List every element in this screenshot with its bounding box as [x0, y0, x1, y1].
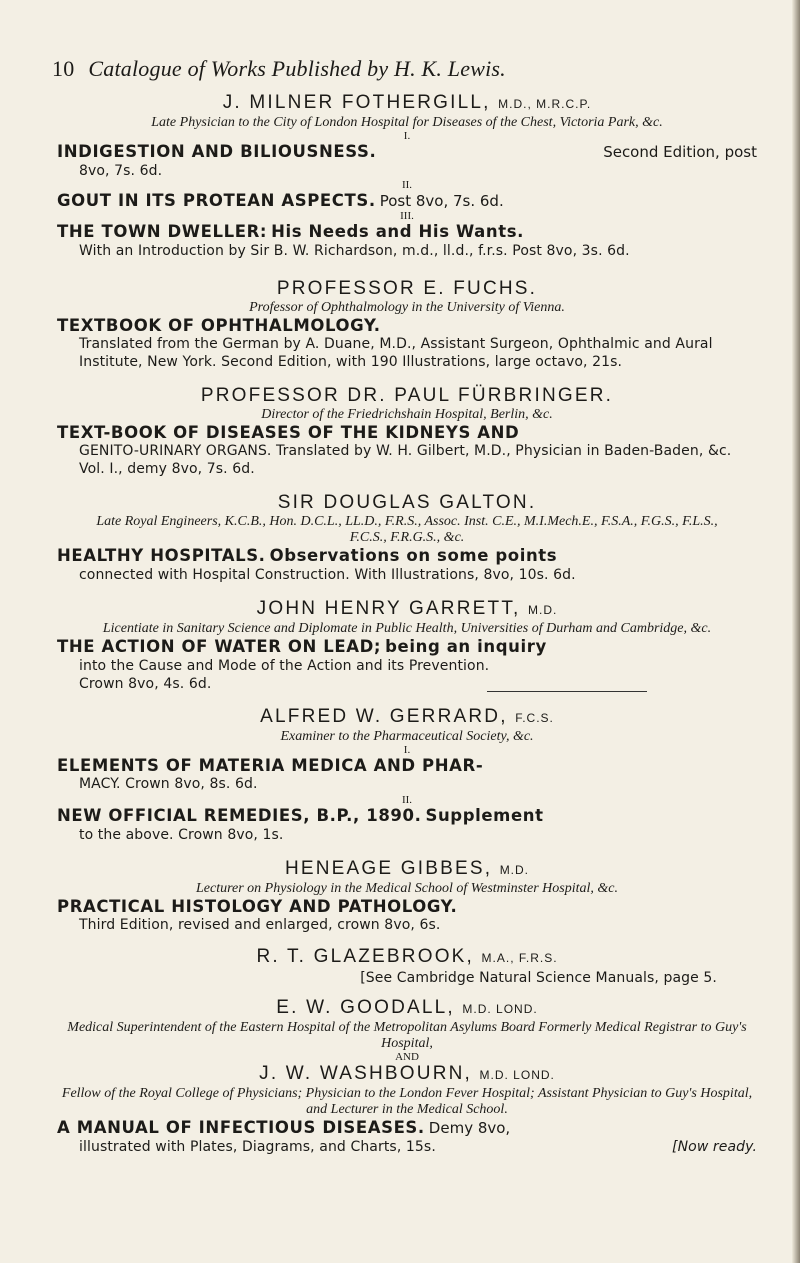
work-heading — [57, 806, 757, 826]
book-title: THE ACTION OF WATER ON LEAD; — [57, 637, 382, 656]
cross-reference: [See Cambridge Natural Science Manuals, page 5. — [360, 970, 717, 986]
book-title: THE TOWN DWELLER: — [57, 222, 268, 241]
author-name: J. MILNER FOTHERGILL, M.D., M.R.C.P. — [222, 92, 592, 113]
catalogue-entry — [57, 858, 757, 934]
book-title: TEXTBOOK OF OPHTHALMOLOGY. — [57, 316, 381, 335]
author-degrees: M.D. — [499, 863, 530, 877]
book-details: GENITO-URINARY ORGANS. Translated by W. H. Gilbert, M.D., Physician in Baden-Baden, &c. Vol. I., demy 8vo, 7s. 6d. — [79, 443, 732, 477]
catalogue-entry — [57, 997, 757, 1156]
page-edge-shadow — [792, 0, 800, 1263]
catalogue-entry — [57, 492, 757, 584]
book-details: 8vo, 7s. 6d. — [79, 163, 163, 179]
author-degrees: M.D. LOND. — [479, 1068, 555, 1082]
book-details: Third Edition, revised and enlarged, crown 8vo, 6s. — [79, 917, 441, 933]
book-subtitle: His Needs and His Wants. — [271, 222, 525, 241]
author-degrees: M.A., F.R.S. — [481, 951, 558, 965]
author-description: Professor of Ophthalmology in the University of Vienna. — [249, 300, 565, 315]
book-title: NEW OFFICIAL REMEDIES, B.P., 1890. — [57, 806, 422, 825]
author-description: Late Royal Engineers, K.C.B., Hon. D.C.L., LL.D., F.R.S., Assoc. Inst. C.E., M.I.Mech.E., F.S.A., F.G.S., F.L.S., F.C.S., F.R.G.S., &c. — [96, 514, 718, 545]
author-name: ALFRED W. GERRARD, F.C.S. — [260, 706, 554, 727]
work-number: I. — [403, 130, 411, 142]
catalogue-entry — [57, 385, 757, 478]
author-description: Medical Superintendent of the Eastern Hospital of the Metropolitan Asylums Board Formerly Medical Registrar to Guy's Hospital, — [67, 1020, 747, 1051]
author-degrees: M.D. — [528, 603, 558, 617]
work-number: III. — [400, 210, 414, 222]
book-details: to the above. Crown 8vo, 1s. — [79, 827, 284, 843]
author-name: R. T. GLAZEBROOK, M.A., F.R.S. — [256, 946, 558, 967]
work-heading — [57, 546, 757, 566]
catalogue-entry — [57, 278, 757, 371]
book-title: GOUT IN ITS PROTEAN ASPECTS. — [57, 191, 376, 210]
running-title: Catalogue of Works Published by H. K. Lewis. — [88, 56, 506, 81]
book-details: into the Cause and Mode of the Action and its Prevention. Crown 8vo, 4s. 6d. — [79, 658, 490, 692]
catalogue-entry — [57, 706, 757, 844]
work-heading — [57, 191, 757, 211]
book-note: Post 8vo, 7s. 6d. — [379, 192, 504, 210]
author-name: PROFESSOR DR. PAUL FÜRBRINGER. — [200, 385, 614, 406]
author-degrees: F.C.S. — [515, 711, 554, 725]
author-name: PROFESSOR E. FUCHS. — [276, 278, 538, 299]
book-title: TEXT-BOOK OF DISEASES OF THE KIDNEYS AND — [57, 423, 520, 442]
running-header — [52, 56, 612, 82]
author-description: Fellow of the Royal College of Physicians; Physician to the London Fever Hospital; Assistant Physician to Guy's Hospital, and Lecturer in the Medical School. — [61, 1086, 753, 1117]
book-note: Demy 8vo, — [428, 1119, 511, 1137]
author-description: Late Physician to the City of London Hospital for Diseases of the Chest, Victoria Park, &c. — [151, 115, 663, 130]
work-heading — [57, 1118, 757, 1138]
book-title: INDIGESTION AND BILIOUSNESS. — [57, 142, 377, 161]
author-description: Licentiate in Sanitary Science and Diplomate in Public Health, Universities of Durham and Cambridge, &c. — [102, 621, 712, 636]
book-title: HEALTHY HOSPITALS. — [57, 546, 266, 565]
author-name: JOHN HENRY GARRETT, M.D. — [256, 598, 558, 619]
book-subtitle: being an inquiry — [385, 637, 547, 656]
book-subtitle: Observations on some points — [269, 546, 558, 565]
work-heading — [57, 222, 757, 242]
book-note: Second Edition, post — [603, 143, 757, 161]
work-heading — [57, 142, 757, 162]
author-degrees: M.D. LOND. — [462, 1002, 538, 1016]
author-name: HENEAGE GIBBES, M.D. — [284, 858, 530, 879]
author-description: Lecturer on Physiology in the Medical School of Westminster Hospital, &c. — [195, 881, 619, 896]
author-name: SIR DOUGLAS GALTON. — [277, 492, 537, 513]
book-title: A MANUAL OF INFECTIOUS DISEASES. — [57, 1118, 425, 1137]
book-subtitle: Supplement — [425, 806, 544, 825]
work-number: I. — [403, 744, 411, 756]
book-details: illustrated with Plates, Diagrams, and Charts, 15s. [Now ready. — [79, 1139, 757, 1155]
book-title: PRACTICAL HISTOLOGY AND PATHOLOGY. — [57, 897, 458, 916]
and-separator: AND — [395, 1051, 419, 1063]
author-degrees: M.D., M.R.C.P. — [498, 97, 592, 111]
catalogue-entry — [57, 598, 757, 692]
work-number: II. — [401, 794, 413, 806]
author-description: Director of the Friedrichshain Hospital, Berlin, &c. — [261, 407, 553, 422]
divider-rule — [487, 691, 647, 692]
book-details: Translated from the German by A. Duane, M.D., Assistant Surgeon, Ophthalmic and Aural Institute, New York. Second Edition, with 190 Illustrations, large octavo, 21s. — [79, 336, 713, 370]
author-name: J. W. WASHBOURN, M.D. LOND. — [259, 1063, 555, 1084]
catalogue-entry — [57, 92, 757, 260]
work-number: II. — [401, 179, 413, 191]
book-details: MACY. Crown 8vo, 8s. 6d. — [79, 776, 258, 792]
author-description: Examiner to the Pharmaceutical Society, &c. — [280, 729, 534, 744]
catalogue-entry — [57, 946, 757, 987]
work-heading — [57, 637, 757, 657]
book-title: ELEMENTS OF MATERIA MEDICA AND PHAR- — [57, 756, 484, 775]
book-details: connected with Hospital Construction. With Illustrations, 8vo, 10s. 6d. — [79, 567, 576, 583]
availability-status: [Now ready. — [672, 1139, 757, 1155]
page-number: 10 — [52, 56, 75, 81]
author-name: E. W. GOODALL, M.D. LOND. — [276, 997, 538, 1018]
book-details: With an Introduction by Sir B. W. Richardson, m.d., ll.d., f.r.s. Post 8vo, 3s. 6d. — [79, 243, 630, 259]
